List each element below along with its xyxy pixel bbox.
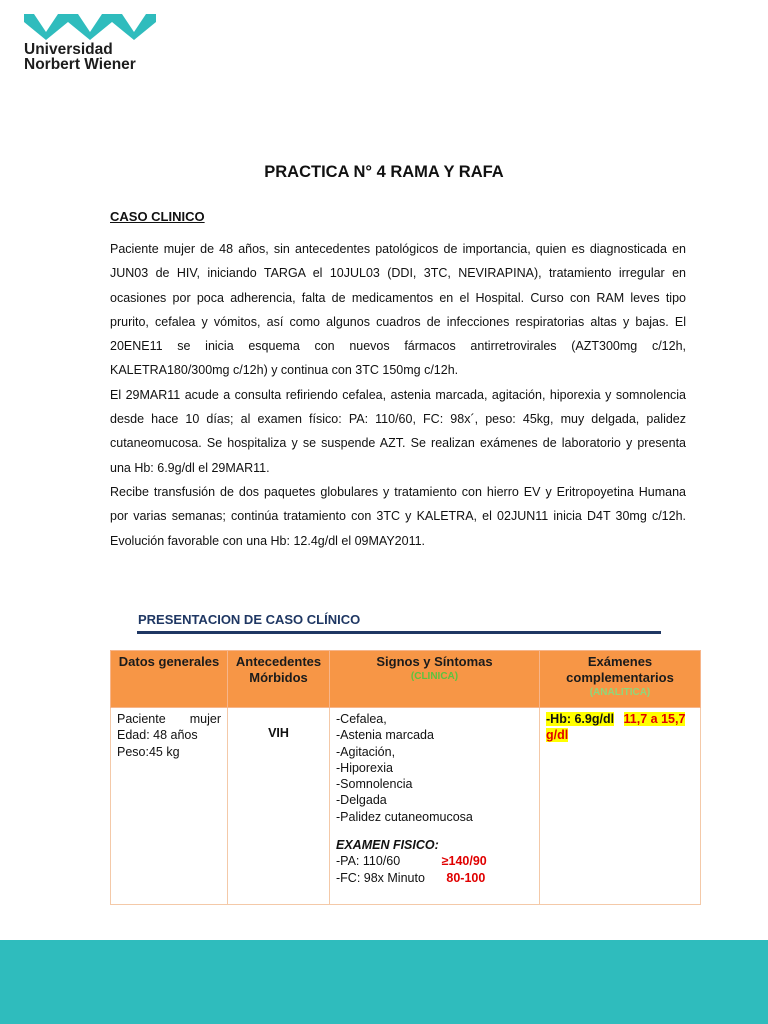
case-paragraph-3: Recibe transfusión de dos paquetes globulares y tratamiento con hierro EV y Eritropoyetina Humana por varias semanas; continúa tratamiento con 3TC y KALETRA, el 02JUN11 inicia D4T 30mg c/12h. Evolución favorable con una Hb: 12.4g/dl el 09MAY2011. — [110, 484, 686, 548]
header-examenes — [540, 651, 701, 708]
logo-text — [24, 42, 174, 72]
fc-line — [336, 870, 533, 886]
document-title: PRACTICA N° 4 RAMA Y RAFA — [264, 163, 504, 181]
cell-general — [111, 708, 228, 905]
cell-signos — [330, 708, 540, 905]
logo-wave-icon — [24, 14, 156, 40]
table-row — [111, 708, 701, 905]
header-general — [111, 651, 228, 708]
patient-sex: mujer — [189, 712, 221, 726]
fc-value: -FC: 98x Minuto — [336, 870, 425, 885]
case-heading: CASO CLINICO — [110, 209, 205, 224]
patient-age: Edad: 48 años — [117, 728, 198, 743]
patient-word: Paciente — [117, 712, 166, 726]
pa-reference: ≥140/90 — [441, 854, 487, 869]
pa-line — [336, 853, 533, 869]
header-signos-sub: (CLINICA) — [410, 671, 459, 682]
patient-line — [117, 711, 221, 727]
cell-examenes — [540, 708, 701, 905]
symptom-item: -Somnolencia — [336, 777, 413, 792]
hb-value: -Hb: 6.9g/dl — [546, 712, 615, 726]
case-paragraph-2: El 29MAR11 acude a consulta refiriendo cefalea, astenia marcada, agitación, hiporexia y somnolencia desde hace 10 días; al examen físico: PA: 110/60, FC: 98x´, peso: 45kg, muy delgada, palidez cutaneomucosa. Se hospitaliza y se suspende AZT. Se realizan exámenes de laboratorio y presenta una Hb: 6.9g/dl el 29MAR11. — [110, 387, 686, 475]
hb-line — [546, 711, 694, 744]
section-divider — [137, 631, 661, 634]
header-examenes-sub: (ANALITICA) — [589, 687, 651, 698]
university-logo — [24, 14, 174, 74]
header-signos-label: Signos y Síntomas — [376, 654, 493, 669]
hb-reference: 11,7 a 15,7 g/dl — [546, 712, 686, 743]
logo-line-1: Universidad — [24, 41, 113, 58]
table-header-row — [111, 651, 701, 708]
case-paragraph-1: Paciente mujer de 48 años, sin antecedentes patológicos de importancia, quien es diagnosticada en JUN03 de HIV, iniciando TARGA el 10JUL03 (DDI, 3TC, NEVIRAPINA), tratamiento irregular en ocasiones por poca adherencia, falta de medicamentos en el Hospital. Curso con RAM leves tipo prurito, cefalea y vómitos, así como algunos cuadros de infecciones respiratorias altas y bajas. El 20ENE11 se inicia esquema con nuevos fármacos antirretrovirales (AZT300mg c/12h, KALETRA180/300mg c/12h) y continua con 3TC 150mg c/12h. — [110, 242, 686, 378]
symptom-item: -Hiporexia — [336, 760, 393, 775]
symptom-item: -Cefalea, — [336, 712, 387, 726]
case-description — [110, 237, 686, 553]
cell-antecedentes — [228, 708, 330, 905]
footer-band — [0, 940, 768, 1024]
header-signos — [330, 651, 540, 708]
section-heading: PRESENTACION DE CASO CLÍNICO — [138, 612, 361, 627]
header-antecedentes-label: Antecedentes Mórbidos — [235, 654, 322, 685]
exam-label: EXAMEN FISICO: — [336, 838, 439, 853]
symptom-item: -Astenia marcada — [336, 728, 434, 743]
logo-line-2: Norbert Wiener — [24, 56, 136, 73]
symptom-item: -Agitación, — [336, 744, 396, 759]
fc-reference: 80-100 — [446, 870, 486, 885]
pa-value: -PA: 110/60 — [336, 854, 401, 869]
antecedentes-value: VIH — [268, 726, 289, 740]
header-examenes-label: Exámenes complementarios — [566, 654, 674, 685]
symptom-item: -Palidez cutaneomucosa — [336, 809, 473, 824]
header-antecedentes — [228, 651, 330, 708]
symptom-item: -Delgada — [336, 793, 387, 808]
case-table — [110, 650, 701, 905]
patient-weight: Peso:45 kg — [117, 744, 180, 759]
header-general-label: Datos generales — [118, 654, 220, 669]
